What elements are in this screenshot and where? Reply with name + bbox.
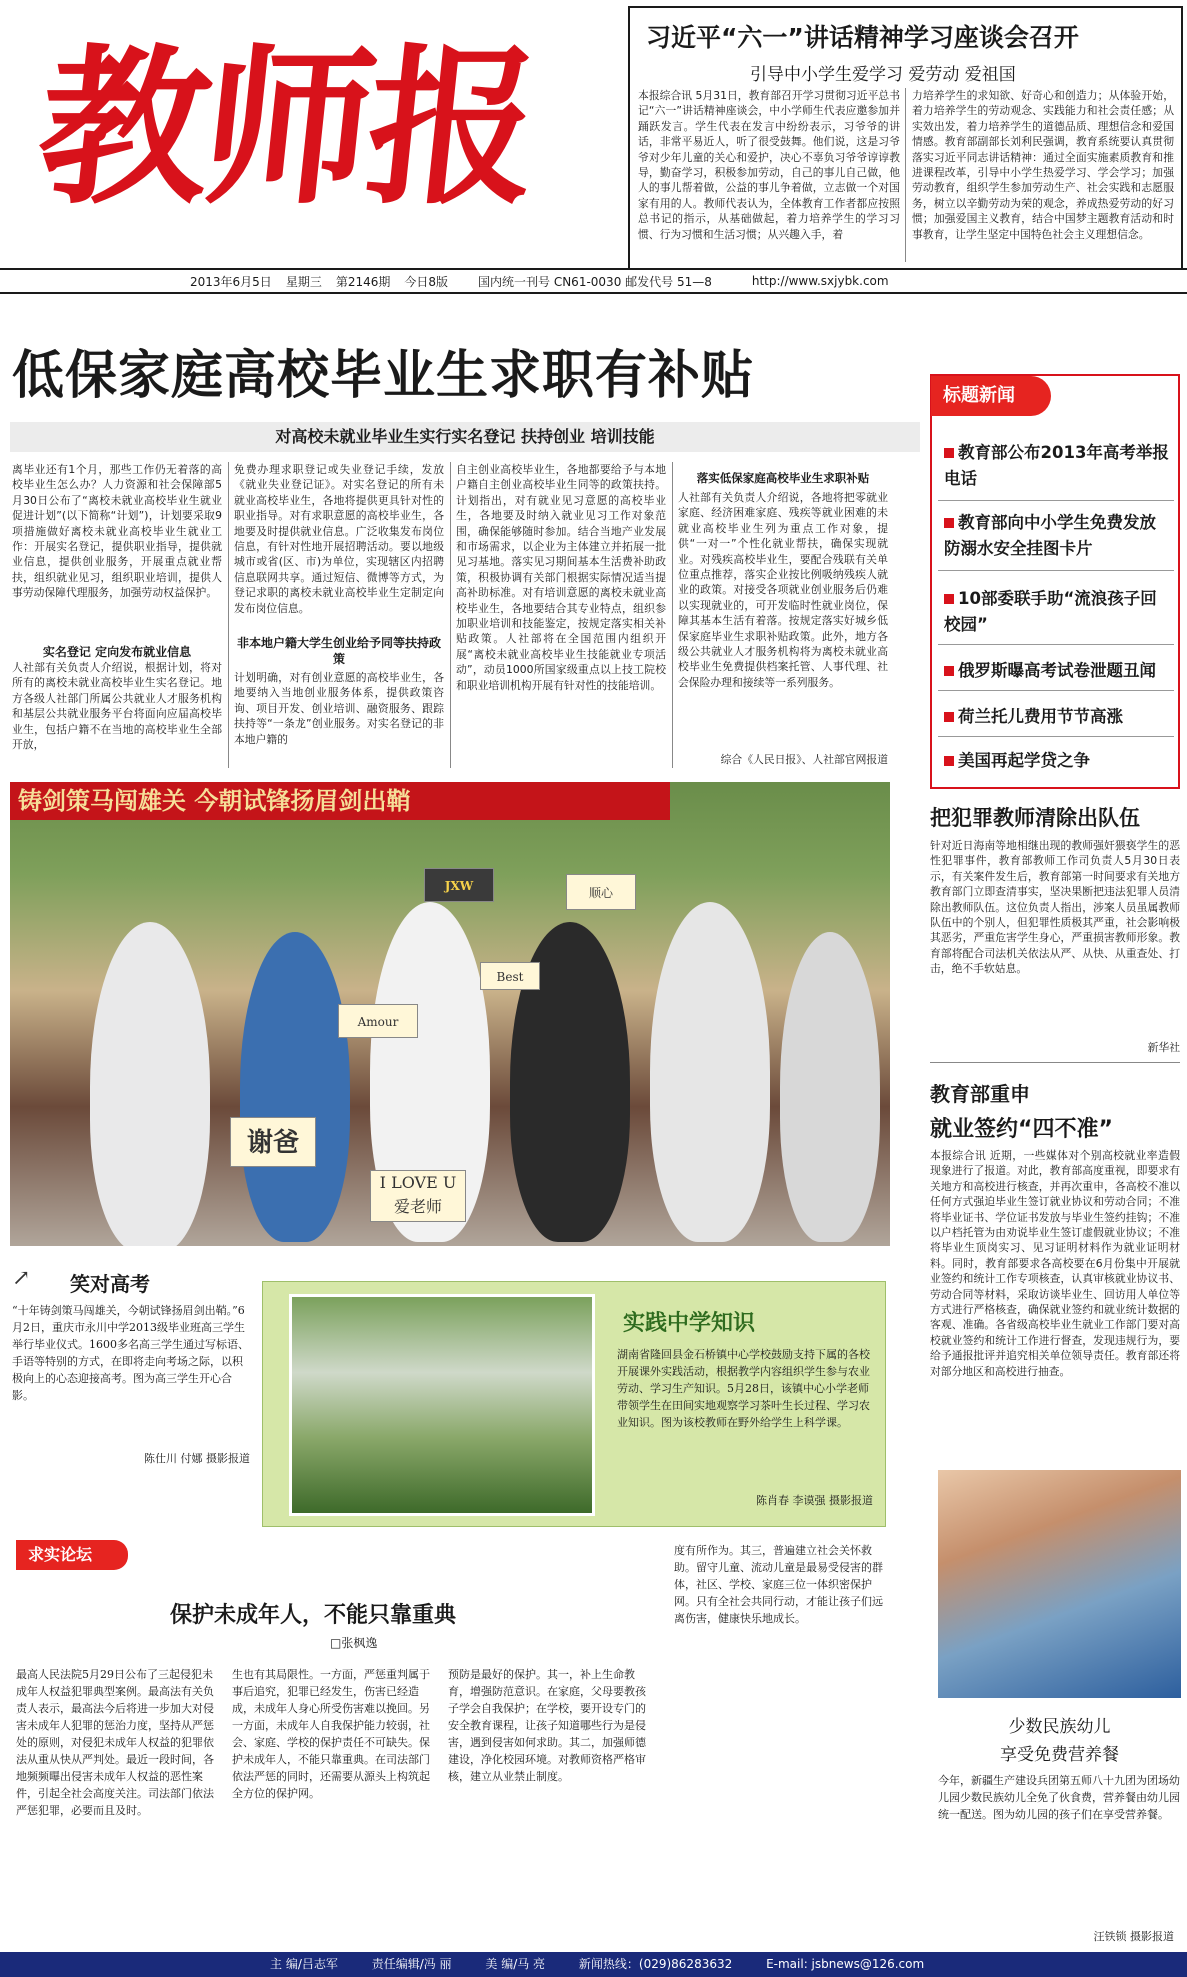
art-editor: 美 编/马 亮 [485, 1957, 546, 1971]
lead-col2: 免费办理求职登记或失业登记手续，发放《就业失业登记证》。对实名登记的所有未就业高校毕业生，各地将提供更具针对性的职业指导。对有求职意愿的高校毕业生，各地要及时提供就业信息。广泛收集发布岗位信息，有针对性地开展招聘活动。要以地级城市或省(区、市)为单位，实现辖区内招聘信息联网共享。通过短信、微博等方式，为登记求职的离校未就业高校毕业生定制定向发布岗位信息。 [234, 463, 444, 615]
bullet-icon [944, 756, 954, 766]
issue-weekday: 星期三 [285, 274, 322, 289]
briefs-box [930, 374, 1180, 789]
bullet-icon [944, 448, 954, 458]
lead-col1b: 人社部有关负责人介绍说，根据计划，将对所有的离校未就业高校毕业生实名登记。地方各级人社部门所属公共就业人才服务机构和基层公共就业服务平台将面向应届高校毕业生，包括户籍不在当地的高校毕业生全部开放， [12, 661, 222, 752]
photo-sign: 谢爸 [230, 1117, 316, 1167]
top-news-col1: 本报综合讯 5月31日，教育部召开学习贯彻习近平总书记“六一”讲话精神座谈会，中小学师生代表应邀参加并踊跃发言。学生代表在发言中纷纷表示，习爷爷的讲话，非常平易近人，听了很受鼓舞。他们说，这是习爷爷对少年儿童的关心和爱护，决心不辜负习爷爷谆谆教导，勤奋学习，积极参加劳动，自己的事儿自己做，他人的事儿帮着做，公益的事儿争着做，立志做一个对国家有用的人。教师代表认为，全体教育工作者都应按照总书记的指示，从基础做起，着力培养学生的学习习惯、行为习惯和生活习惯；从兴趣入手，着 [638, 89, 900, 241]
caption1-body: “十年铸剑策马闯雄关，今朝试锋扬眉剑出鞘。”6月2日，重庆市永川中学2013级毕业班高三学生举行毕业仪式。1600多名高三学生通过写标语、手语等特别的方式，在即将走向考场之际，以积极向上的心态迎接高考。图为高三学生开心合影。 [12, 1304, 249, 1402]
lead-subheadline: 对高校未就业毕业生实行实名登记 扶持创业 培训技能 [10, 422, 920, 452]
right-article1-body: 针对近日海南等地相继出现的教师强奸猥亵学生的恶性犯罪事件，教育部教师工作司负责人5月30日表示，有关案件发生后，教育部第一时间要求有关地方教育部门立即查清事实，坚决果断把违法犯罪人员清除出教师队伍。这位负责人指出，涉案人员虽属教师队伍中的个别人，但犯罪性质极其严重，社会影响极其恶劣，严重危害学生身心，严重损害教师形象。教育部将配合司法机关依法从严、从快、从重查处、打击，绝不手软姑息。 [930, 839, 1180, 976]
student-figure [240, 932, 350, 1242]
footer-bar [0, 1952, 1187, 1977]
top-news-col2: 力培养学生的求知欲、好奇心和创造力；从体验开始，着力培养学生的劳动观念、实践能力和社会责任感；从实效出发，着力培养学生的道德品质、理想信念和爱国情感。教育部副部长刘利民强调，教育系统要认真贯彻落实习近平同志讲话精神：通过全面实施素质教育和推进课程改革，引导中小学生热爱学习、学会学习；加强劳动教育，组织学生参加劳动生产、社会实践和志愿服务，树立以辛勤劳动为荣的观念，养成热爱劳动的好习惯；加强爱国主义教育，结合中国梦主题教育活动和时事教育，让学生坚定中国特色社会主义理想信念。 [912, 89, 1174, 241]
chief-editor: 主 编/吕志军 [270, 1957, 338, 1971]
brief-item[interactable]: 教育部公布2013年高考举报电话 [944, 443, 1169, 488]
bullet-icon [944, 518, 954, 528]
website-link[interactable]: http://www.sxjybk.com [751, 274, 889, 288]
lead-col2b: 计划明确，对有创业意愿的高校毕业生，各地要纳入当地创业服务体系，提供政策咨询、项目开发、创业培训、融资服务、跟踪扶持等“一条龙”创业服务。对实名登记的非本地户籍的 [234, 671, 444, 746]
practice-body: 湖南省隆回县金石桥镇中心学校鼓励支持下属的各校开展课外实践活动，根据教学内容组织学生参与农业劳动、学习生产知识。5月28日，该镇中心小学老师带领学生在田间实地观察学习茶叶生长过程、学习农业知识。图为该校教师在野外给学生上科学课。 [617, 1348, 870, 1429]
caption1-title: 笑对高考 [70, 1272, 150, 1296]
photo-sign: JXW [424, 868, 494, 902]
practice-feature-box [262, 1281, 886, 1527]
briefs-tag: 标题新闻 [931, 376, 1051, 416]
top-news-subtitle: 引导中小学生爱学习 爱劳动 爱祖国 [750, 65, 1016, 85]
lead-headline: 低保家庭高校毕业生求职有补贴 [12, 345, 755, 406]
small-photo-credit: 汪铁锁 摄影报道 [1093, 1930, 1174, 1943]
page-count: 今日8版 [404, 274, 449, 289]
brief-item[interactable]: 10部委联手助“流浪孩子回校园” [944, 589, 1157, 634]
news-hotline: 新闻热线：(029)86283632 [578, 1957, 733, 1971]
brief-item[interactable]: 俄罗斯曝高考试卷泄题丑闻 [944, 658, 1170, 684]
practice-credit: 陈肖春 李谟强 摄影报道 [756, 1494, 873, 1507]
kindergarten-photo [938, 1470, 1181, 1698]
forum-col3: 预防是最好的保护。其一，补上生命教育，增强防范意识。在家庭，父母要教孩子学会自我保护；在学校，要开设专门的安全教育课程，让孩子知道哪些行为是侵害，遇到侵害如何求助。其二，加强师德建设，净化校园环境。对教师资格严格审核，建立从业禁止制度。 [448, 1668, 646, 1783]
forum-title: 保护未成年人，不能只靠重典 [170, 1602, 457, 1628]
brief-item[interactable]: 教育部向中小学生免费发放防溺水安全挂图卡片 [944, 513, 1156, 558]
duty-editor: 责任编辑/冯 丽 [371, 1957, 452, 1971]
graduation-photo [10, 782, 890, 1246]
lead-col1: 离毕业还有1个月，那些工作仍无着落的高校毕业生怎么办？人力资源和社会保障部5月30日公布了“离校未就业高校毕业生就业促进计划”(以下简称“计划”)，计划要采取9项措施做好离校未就业高校毕业生就业工作：开展实名登记，提供职业指导，提供就业信息，提供创业服务，开展重点就业帮扶，组织就业见习，组织职业培训，提供人事劳动保障代理服务，加强劳动权益保护。 [12, 463, 222, 600]
lead-col2-heading: 非本地户籍大学生创业给予同等扶持政策 [236, 636, 441, 666]
arrow-icon: ↗ [12, 1266, 31, 1291]
lead-col3: 自主创业高校毕业生，各地都要给予与本地户籍自主创业高校毕业生同等的政策扶持。计划指出，对有就业见习意愿的高校毕业生，各地要及时纳入就业见习工作对象范围，确保能够随时参加。结合当地产业发展和市场需求，以企业为主体建立并拓展一批见习基地。落实见习期间基本生活费补助政策，积极协调有关部门根据实际情况适当提高补助标准。对有培训意愿的离校未就业高校毕业生，各地要结合其专业特点，组织参加职业培训和技能鉴定，按规定落实相关补贴政策。人社部将在全国范围内组织开展“离校未就业高校毕业生技能就业专项活动”，动员1000所国家级重点以上技工院校和职业培训机构开展有针对性的技能培训。 [456, 463, 666, 692]
brief-item[interactable]: 美国再起学贷之争 [944, 748, 1170, 774]
photo-sign: Best [480, 962, 540, 990]
right-article2-kicker: 教育部重申 [930, 1082, 1030, 1106]
right-article1-source: 新华社 [1147, 1041, 1180, 1054]
brief-item[interactable]: 荷兰托儿费用节节高涨 [944, 704, 1170, 730]
caption1-credit: 陈仕川 付娜 摄影报道 [144, 1452, 250, 1465]
registration-number: 国内统一刊号 CN61-0030 邮发代号 51—8 [478, 274, 712, 289]
right-article1-title: 把犯罪教师清除出队伍 [930, 806, 1140, 830]
masthead [0, 0, 628, 268]
top-news-box [628, 6, 1183, 268]
small-photo-body: 今年，新疆生产建设兵团第五师八十九团为团场幼儿园少数民族幼儿全免了伙食费，营养餐由幼儿园统一配送。图为幼儿园的孩子们在享受营养餐。 [938, 1774, 1180, 1821]
photo-sign: 顺心 [566, 874, 636, 910]
forum-author: □张枫逸 [330, 1636, 378, 1650]
bullet-icon [944, 594, 954, 604]
lead-col4-heading: 落实低保家庭高校毕业生求职补贴 [696, 471, 870, 485]
contact-email[interactable]: E-mail: jsbnews@126.com [766, 1957, 925, 1971]
small-photo-title: 少数民族幼儿 [1008, 1717, 1111, 1737]
lead-col1-heading: 实名登记 定向发布就业信息 [42, 645, 192, 659]
photo-banner: 铸剑策马闯雄关 今朝试锋扬眉剑出鞘 [10, 782, 670, 820]
forum-col4: 度有所作为。其三，普遍建立社会关怀救助。留守儿童、流动儿童是最易受侵害的群体，社区、学校、家庭三位一体织密保护网。只有全社会共同行动，才能让孩子们远离伤害，健康快乐地成长。 [674, 1544, 883, 1625]
practice-photo [289, 1294, 595, 1516]
lead-source: 综合《人民日报》、人社部官网报道 [720, 753, 888, 766]
newspaper-logo: 教师报 [29, 28, 543, 228]
bullet-icon [944, 712, 954, 722]
issue-number: 第2146期 [335, 274, 391, 289]
photo-sign: Amour [338, 1004, 418, 1038]
top-news-title: 习近平“六一”讲话精神学习座谈会召开 [646, 23, 1079, 52]
forum-col1: 最高人民法院5月29日公布了三起侵犯未成年人权益犯罪典型案例。最高法有关负责人表示，最高法今后将进一步加大对侵害未成年人犯罪的惩治力度，坚持从严惩处的原则，对侵犯未成年人权益的犯罪依法从重从快从严判处。最近一段时间，各地频频曝出侵害未成年人权益的恶性案件，引起全社会高度关注。司法部门依法严惩犯罪，必要而且及时。 [16, 1668, 214, 1817]
small-photo-subtitle: 享受免费营养餐 [1000, 1745, 1119, 1765]
bullet-icon [944, 666, 954, 676]
student-figure [650, 902, 770, 1242]
right-article2-title: 就业签约“四不准” [930, 1117, 1113, 1142]
practice-title: 实践中学知识 [623, 1310, 756, 1336]
forum-tag: 求实论坛 [16, 1540, 128, 1570]
student-figure [780, 932, 880, 1242]
issue-date: 2013年6月5日 [190, 274, 272, 289]
right-article2-body: 本报综合讯 近期，一些媒体对个别高校就业率造假现象进行了报道。对此，教育部高度重视，即要求有关地方和高校进行核查，并再次重申，各高校不准以任何方式强迫毕业生签订就业协议和劳动合同；不准将毕业证书、学位证书发放与毕业生签约挂钩；不准以户档托管为由劝说毕业生签订虚假就业协议；不准将毕业生顶岗实习、见习证明材料作为就业证明材料。同时，教育部要求各高校要在6月份集中开展就业签约和统计工作专项核查，认真审核就业协议书、劳动合同等材料，采取访谈毕业生、回访用人单位等方式进行严格核查，确保就业签约和就业统计数据的客观、准确。各省级高校毕业生就业工作部门要对高校就业签约和统计工作进行督查，发现违规行为，要给予通报批评并追究相关单位领导责任。教育部还将对部分地区和高校进行抽查。 [930, 1149, 1180, 1378]
lead-col4: 人社部有关负责人介绍说，各地将把零就业家庭、经济困难家庭、残疾等就业困难的未就业高校毕业生列为重点工作对象，提供“一对一”个性化就业帮扶，确保实现就业。对残疾高校毕业生，要配合残联有关单位重点推荐，落实企业按比例吸纳残疾人就业的政策。对接受各项就业创业服务后仍难以实现就业的，可开发临时性就业岗位，保障其基本生活有着落。按规定落实好城乡低保家庭毕业生求职补贴政策。此外，地方各级公共就业人才服务机构将为离校未就业高校毕业生免费提供档案托管、人事代理、社会保险办理和接续等一系列服务。 [678, 491, 888, 689]
dateline-bar [0, 268, 1187, 294]
student-figure [90, 922, 210, 1246]
forum-col2: 生也有其局限性。一方面，严惩重判属于事后追究，犯罪已经发生，伤害已经造成，未成年人身心所受伤害难以挽回。另一方面，未成年人自我保护能力较弱，社会、家庭、学校的保护责任不可缺失。保护未成年人，不能只靠重典。在司法部门依法严惩的同时，还需要从源头上构筑起全方位的保护网。 [232, 1668, 430, 1800]
photo-sign: I LOVE U 爱老师 [370, 1170, 466, 1222]
